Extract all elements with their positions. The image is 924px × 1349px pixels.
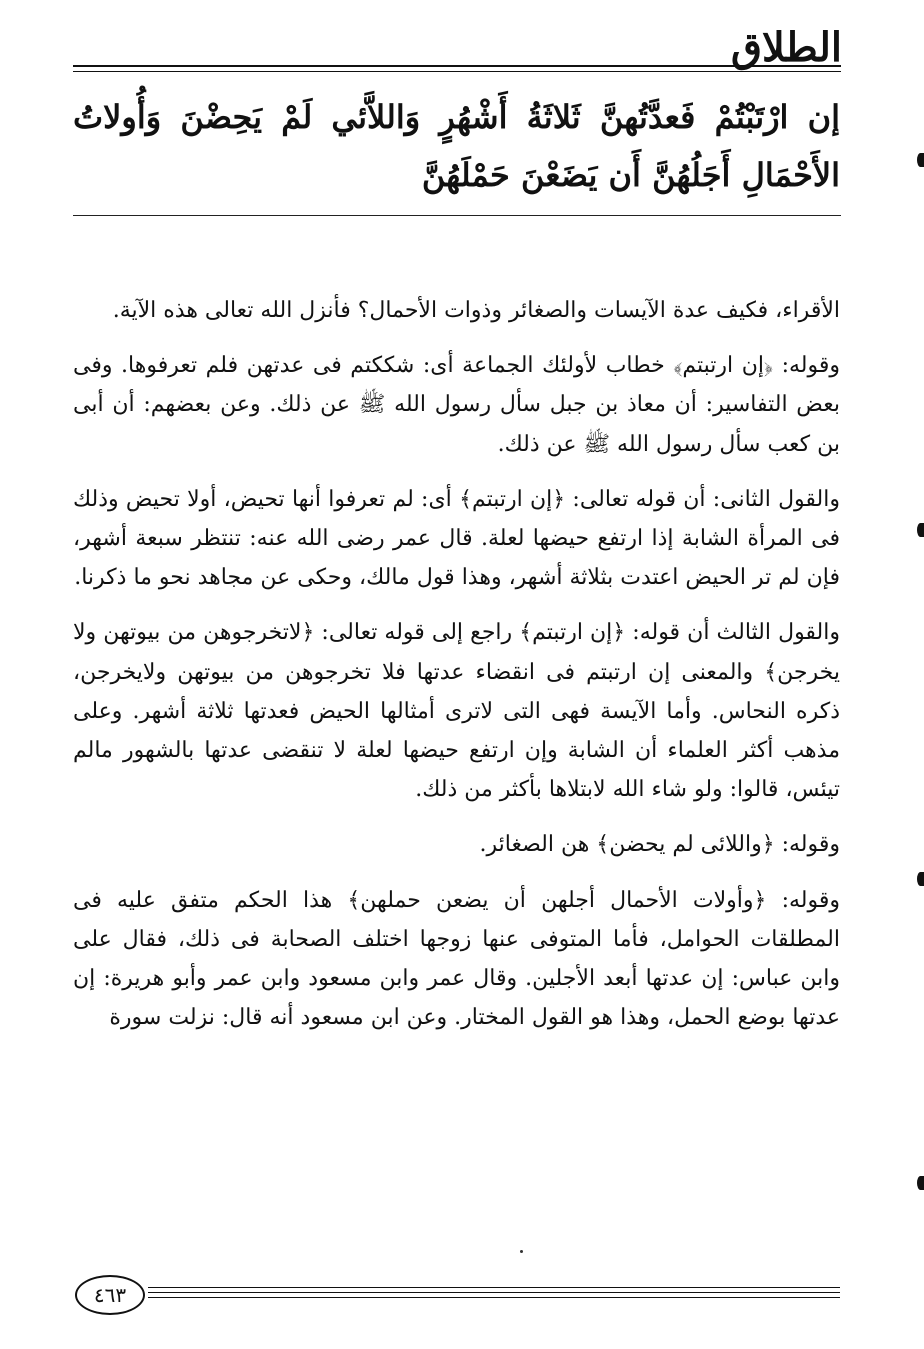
paragraph: والقول الثانى: أن قوله تعالى: ﴿إن ارتبتم﴾ أى: لم تعرفوا أنها تحيض، أولا تحيض وذلك فى المرأة الشابة إذا ارتفع حيضها لعلة. قال عمر رضى الله عنه: تنتظر سبعة أشهر، فإن لم تر الحيض اعتدت بثلاثة أشهر، وهذا قول مالك، وحكى عن مجاهد نحو ما ذكرنا. [73, 486, 840, 591]
scan-margin-mark [917, 523, 924, 537]
body-text [73, 291, 840, 1241]
quran-verse-heading: إن ارْتَبْتُمْ فَعدَّتُهنَّ ثَلاثَةُ أَشْهُرٍ وَاللاَّئي لَمْ يَحِضْنَ وَأُولاتُ الأَحْمَالِ أَجَلُهُنَّ أَن يَضَعْنَ حَمْلَهُنَّ [73, 98, 840, 194]
scan-margin-mark [917, 872, 924, 886]
running-header-title: الطلاق [730, 24, 842, 71]
footer-rule [148, 1287, 840, 1288]
paragraph: الأقراء، فكيف عدة الآيسات والصغائر وذوات الأحمال؟ فأنزل الله تعالى هذه الآية. [112, 298, 840, 323]
paragraph: والقول الثالث أن قوله: ﴿إن ارتبتم﴾ راجع إلى قوله تعالى: ﴿لاتخرجوهن من بيوتهن ولا يخرجن﴾ والمعنى إن ارتبتم فى انقضاء عدتها فلا تخرجوهن من بيوتهن ولايخرجن، ذكره النحاس. وأما الآيسة فهى التى لاترى أمثالها الحيض فعدتها ثلاثة أشهر. وعلى مذهب أكثر العلماء أن الشابة وإن ارتفع حيضها لعلة لا تنقضى عدتها بالشهور مالم تيئس، قالوا: ولو شاء الله لابتلاها بأكثر من ذلك. [73, 620, 840, 803]
header-rule [73, 65, 841, 72]
paragraph: وقوله: ﴿واللائى لم يحضن﴾ هن الصغائر. [479, 832, 840, 858]
footer-rule [148, 1292, 840, 1293]
page-number [75, 1275, 145, 1315]
scan-margin-mark [917, 153, 924, 167]
scan-margin-mark [917, 1176, 924, 1190]
footer-rule [148, 1297, 840, 1298]
verse-separator-rule [73, 215, 841, 216]
scan-speck [520, 1250, 523, 1253]
page-number-text: ٤٦٣ [93, 1283, 127, 1307]
paragraph: وقوله: ﴿وأولات الأحمال أجلهن أن يضعن حملهن﴾ هذا الحكم متفق عليه فى المطلقات الحوامل، فأما المتوفى عنها زوجها اختلف الصحابة فى ذلك، فقال على وابن عباس: إن عدتها أبعد الأجلين. وقال عمر وابن مسعود وابن عمر وأبو هريرة: إن عدتها بوضع الحمل، وهذا هو القول المختار. وعن ابن مسعود أنه قال: نزلت سورة [73, 887, 840, 1031]
paragraph: وقوله: ﴿إن ارتبتم﴾ خطاب لأولئك الجماعة أى: شككتم فى عدتهن فلم تعرفوها. وفى بعض التفاسير: أن معاذ بن جبل سأل رسول الله ﷺ عن ذلك. وعن بعضهم: أن أبى بن كعب سأل رسول الله ﷺ عن ذلك. [73, 353, 840, 457]
